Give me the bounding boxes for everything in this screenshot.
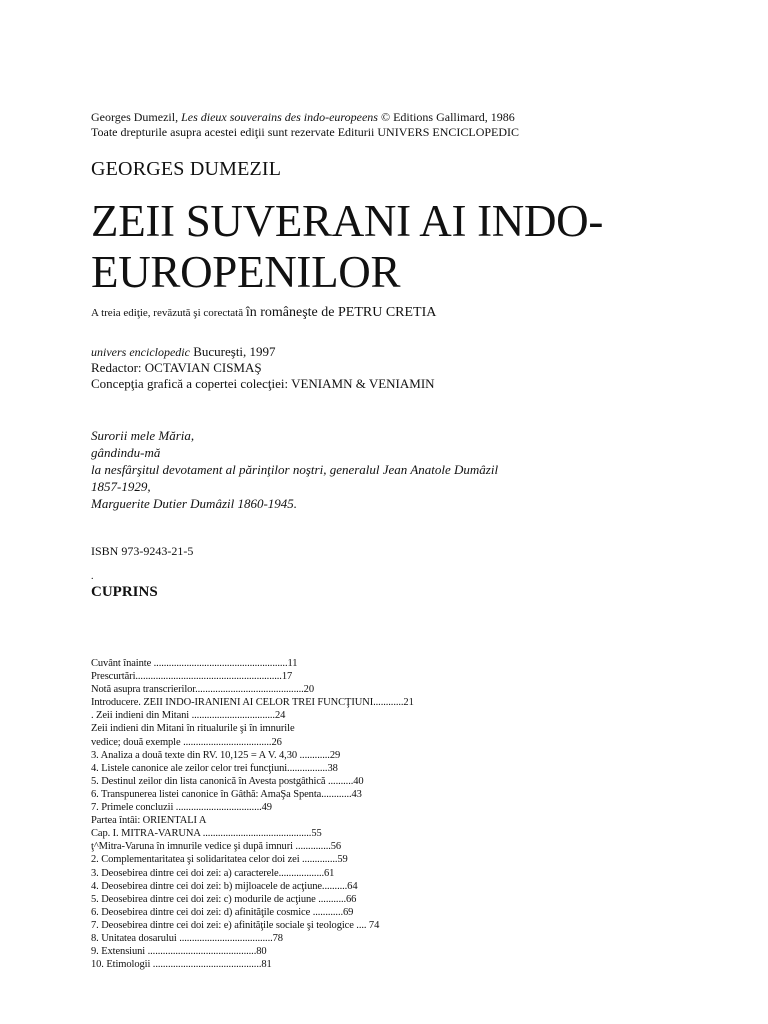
copyright-block: [91, 110, 519, 140]
toc-entry: Zeii indieni din Mitani în ritualurile şi în imnurile: [91, 723, 295, 735]
dedication: [91, 427, 498, 512]
toc-entry: ţ^Mitra-Varuna în imnurile vedice şi după imnuri ..............56: [91, 841, 342, 853]
toc-entry: 3. Deosebirea dintre cei doi zei: a) caracterele..................61: [91, 867, 335, 879]
toc-heading: CUPRINS: [91, 584, 158, 600]
publisher-block: [91, 344, 435, 392]
toc-entry: 7. Primele concluzii ..................................49: [91, 802, 272, 814]
toc-entry: 9. Extensiuni ...........................................80: [91, 946, 267, 958]
editor-line: Redactor: OCTAVIAN CISMAŞ: [91, 360, 262, 375]
toc-entry: Cap. I. MITRA-VARUNA ...........................................55: [91, 828, 322, 840]
imprint-line: [91, 344, 435, 360]
author-name: GEORGES DUMEZIL: [91, 158, 282, 180]
dedication-line: gândindu-mă: [91, 445, 161, 460]
toc-entry: Introducere. ZEII INDO-IRANIENI AI CELOR TREI FUNCŢIUNI............21: [91, 697, 414, 709]
toc-entry: 4. Listele canonice ale zeilor celor trei funcţiuni................38: [91, 762, 338, 774]
original-title: Les dieux souverains des indo-europeens: [181, 110, 378, 124]
toc-entry: 6. Transpunerea listei canonice în Gâthă: AmaŞa Spenta............43: [91, 788, 362, 800]
book-title-line-1: ZEII SUVERANI AI INDO-: [91, 196, 604, 246]
imprint-city-year: Bucureşti, 1997: [189, 344, 276, 359]
book-title: [91, 196, 603, 298]
toc-entry: 5. Destinul zeilor din lista canonică în Avesta postgâthică ..........40: [91, 775, 364, 787]
copyright-line-1: [91, 110, 519, 125]
toc-entry: 3. Analiza a două texte din RV. 10,125 = A V. 4,30 ............29: [91, 749, 341, 761]
dedication-line: la nesfârşitul devotament al părinţilor noştri, generalul Jean Anatole Dumâzil: [91, 462, 499, 477]
dedication-line: 1857-1929,: [91, 479, 151, 494]
translator-note: în româneşte de PETRU CRETIA: [245, 305, 437, 320]
toc-entry: 2. Complementaritatea şi solidaritatea celor doi zei ..............59: [91, 854, 348, 866]
edition-line: [91, 305, 436, 321]
imprint-name: univers enciclopedic: [91, 345, 190, 359]
cover-design-line: Concepţia grafică a copertei colecţiei: VENIAMN & VENIAMIN: [91, 376, 435, 391]
separator-dot: .: [91, 571, 94, 582]
dedication-line: Surorii mele Măria,: [91, 428, 195, 443]
copyright-line-2: Toate drepturile asupra acestei ediţii sunt rezervate Editurii UNIVERS ENCICLOPEDIC: [91, 125, 520, 139]
table-of-contents: [91, 657, 414, 971]
toc-entry: 6. Deosebirea dintre cei doi zei: d) afinităţile cosmice ............69: [91, 906, 354, 918]
toc-entry: Notă asupra transcrierilor...........................................20: [91, 684, 314, 696]
toc-entry: Partea întâi: ORIENTALI A: [91, 815, 207, 827]
copyright-author: Georges Dumezil,: [91, 110, 182, 124]
toc-entry: 5. Deosebirea dintre cei doi zei: c) modurile de acţiune ...........66: [91, 893, 357, 905]
toc-entry: Cuvânt înainte .....................................................11: [91, 658, 298, 669]
toc-entry: 7. Deosebirea dintre cei doi zei: e) afinităţile sociale şi teologice .... 74: [91, 919, 380, 931]
book-title-line-2: EUROPENILOR: [91, 247, 401, 297]
toc-entry: vedice; două exemple ...................................26: [91, 736, 282, 748]
toc-entry: 10. Etimologii ...........................................81: [91, 959, 272, 971]
edition-note: A treia ediţie, revăzută şi corectată: [91, 307, 246, 319]
toc-entry: Prescurtări..........................................................17: [91, 671, 293, 683]
isbn: ISBN 973-9243-21-5: [91, 544, 194, 558]
toc-entry: 4. Deosebirea dintre cei doi zei: b) mijloacele de acţiune..........64: [91, 880, 358, 892]
dedication-line: Marguerite Dutier Dumâzil 1860-1945.: [91, 496, 298, 511]
toc-entry: 8. Unitatea dosarului .....................................78: [91, 932, 283, 944]
copyright-publisher: © Editions Gallimard, 1986: [377, 110, 515, 124]
toc-entry: . Zeii indieni din Mitani .................................24: [91, 710, 286, 722]
